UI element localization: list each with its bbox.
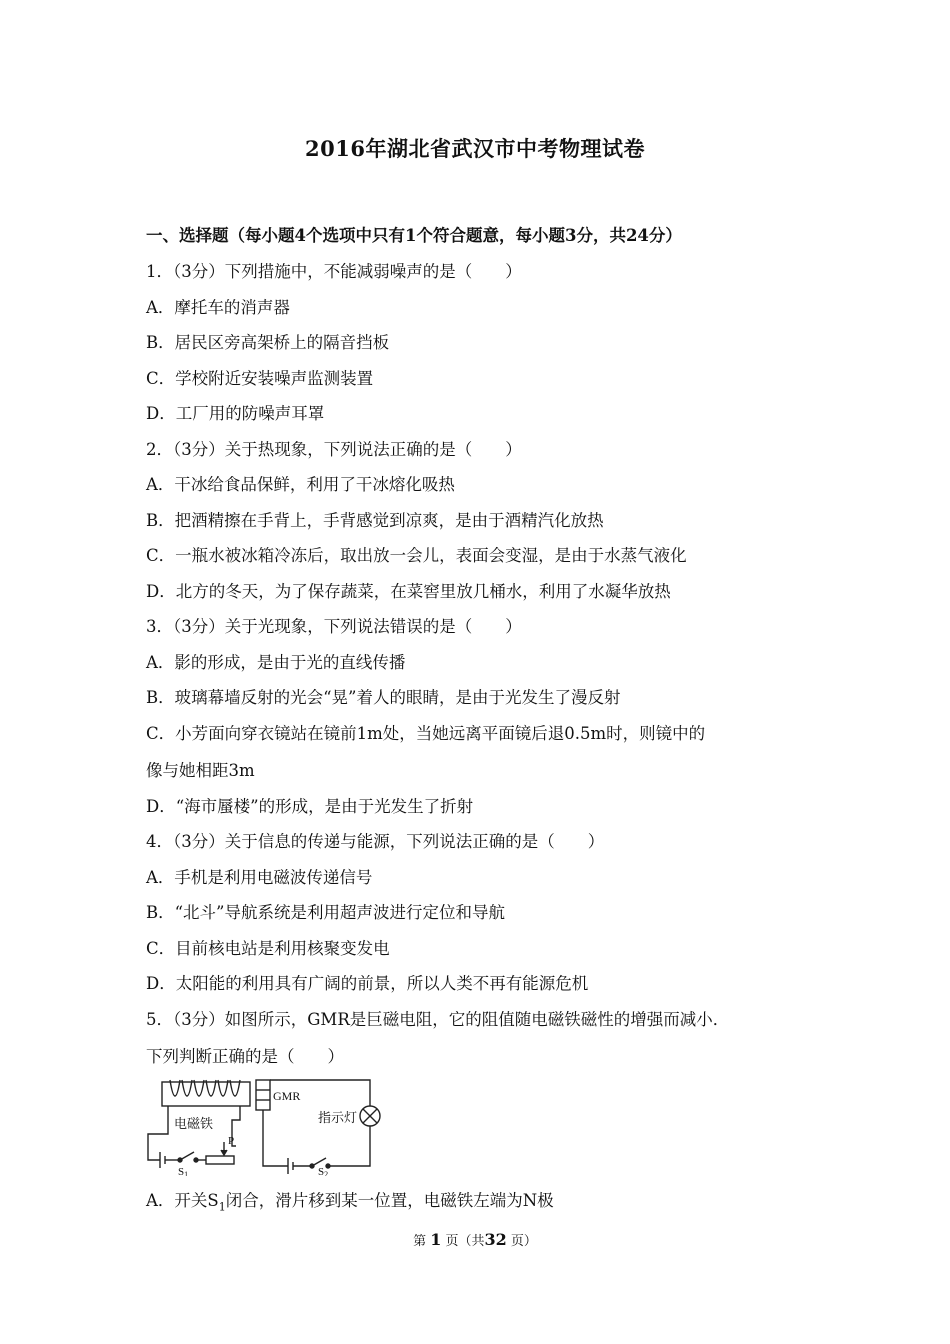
option-line: D．“海市蜃楼”的形成，是由于光发生了折射 [146, 797, 474, 816]
question-line: 2．（3分）关于热现象，下列说法正确的是（ ） [146, 440, 522, 459]
option-line: D．太阳能的利用具有广阔的前景，所以人类不再有能源危机 [146, 974, 589, 993]
magnet-label: 电磁铁 [174, 1116, 214, 1131]
option-line: C．小芳面向穿衣镜站在镜前1m处，当她远离平面镜后退0.5m时，则镜中的 [146, 724, 706, 743]
option-line: D．工厂用的防噪声耳罩 [146, 404, 325, 423]
question-line: 1．（3分）下列措施中，不能减弱噪声的是（ ） [146, 262, 522, 281]
option-line: B．玻璃幕墙反射的光会“晃”着人的眼睛，是由于光发生了漫反射 [146, 688, 621, 707]
circuit-diagram [140, 1076, 390, 1176]
rheostat [206, 1156, 234, 1164]
question-line: 4．（3分）关于信息的传递与能源，下列说法正确的是（ ） [146, 832, 605, 851]
gmr-resistor [256, 1080, 270, 1110]
option-line: A．摩托车的消声器 [146, 298, 290, 317]
option-line: D．北方的冬天，为了保存蔬菜，在菜窖里放几桶水，利用了水凝华放热 [146, 582, 671, 601]
option-line: A．开关$S_1$闭合，滑片移到某一位置，电磁铁左端为N极 [146, 1191, 554, 1214]
page-title: 2016年湖北省武汉市中考物理试卷 [305, 136, 645, 161]
section-heading: 一、选择题（每小题4个选项中只有1个符合题意，每小题3分，共24分） [146, 226, 682, 245]
option-line: B．居民区旁高架桥上的隔音挡板 [146, 333, 390, 352]
option-line: B．把酒精擦在手背上，手背感觉到凉爽，是由于酒精汽化放热 [146, 511, 604, 530]
option-line: C．学校附近安装噪声监测装置 [146, 369, 374, 388]
gmr-label: GMR [273, 1089, 301, 1103]
slider-label: P [228, 1135, 235, 1147]
page-footer: 第 1 页（共32 页） [413, 1230, 537, 1249]
option-line: A．干冰给食品保鲜，利用了干冰熔化吸热 [146, 475, 455, 494]
lamp-label: 指示灯 [318, 1110, 358, 1125]
option-line: C．一瓶水被冰箱冷冻后，取出放一会儿，表面会变湿，是由于水蒸气液化 [146, 546, 687, 565]
option-line: C．目前核电站是利用核聚变发电 [146, 939, 390, 958]
question-line: 5．（3分）如图所示，GMR是巨磁电阻，它的阻值随电磁铁磁性的增强而减小． [146, 1010, 730, 1029]
s1-label: S1 [178, 1166, 189, 1176]
option-line: A．手机是利用电磁波传递信号 [146, 868, 373, 887]
s2-label: S2 [318, 1166, 329, 1176]
question-line: 3．（3分）关于光现象，下列说法错误的是（ ） [146, 617, 522, 636]
option-line-continued: 像与她相距3m [146, 761, 255, 780]
option-line: A．影的形成，是由于光的直线传播 [146, 653, 406, 672]
option-line: B．“北斗”导航系统是利用超声波进行定位和导航 [146, 903, 505, 922]
question-line-continued: 下列判断正确的是（ ） [146, 1047, 344, 1066]
